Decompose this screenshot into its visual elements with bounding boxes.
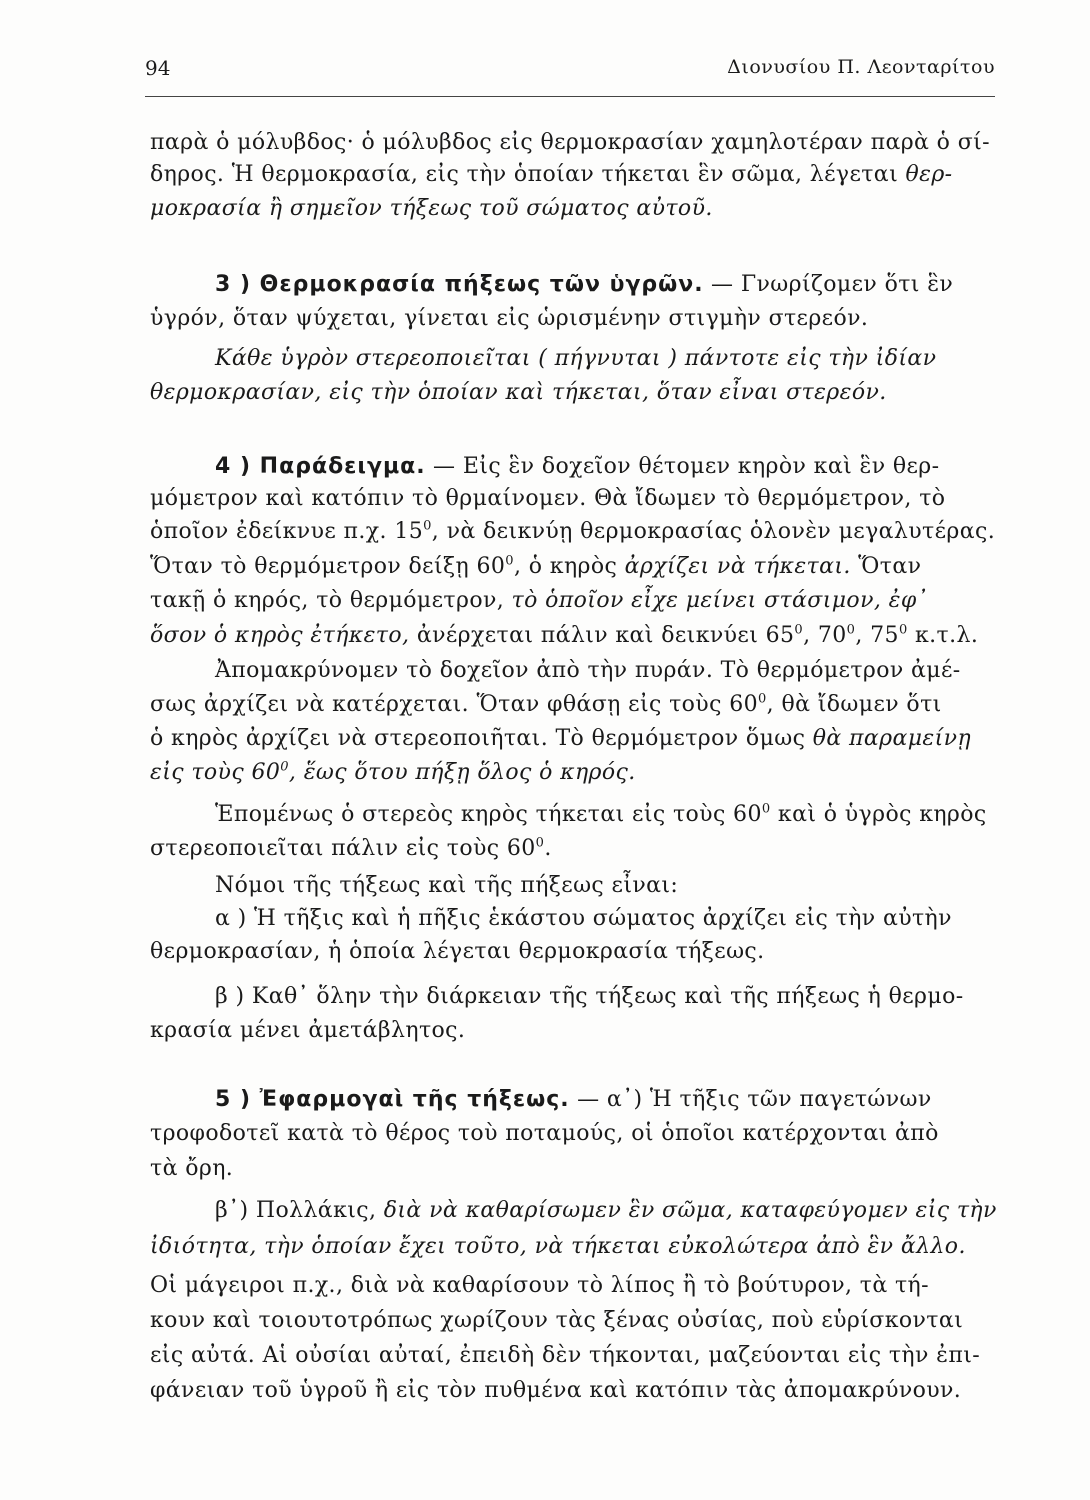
section-heading-line: 3 ) Θερμοκρασία πήξεως τῶν ὑγρῶν. — Γνωρίζομεν ὅτι ἓν	[215, 272, 954, 297]
text-line: Νόμοι τῆς τήξεως καὶ τῆς πήξεως εἶναι:	[215, 873, 679, 898]
text-line: ἰδιότητα, τὴν ὁποίαν ἔχει τοῦτο, νὰ τήκεται εὐκολώτερα ἀπὸ ἓν ἄλλο.	[150, 1234, 966, 1259]
text-line: Κάθε ὑγρὸν στερεοποιεῖται ( πήγνυται ) πάντοτε εἰς τὴν ἰδίαν	[215, 346, 937, 371]
text-line: εἰς τοὺς $60^0$, ἕως ὅτου πήξῃ ὅλος ὁ κηρός.	[150, 759, 636, 785]
text-line: εἰς αὐτά. Αἱ οὐσίαι αὐταί, ἐπειδὴ δὲν τήκονται, μαζεύονται εἰς τὴν ἐπι-	[150, 1343, 981, 1368]
text-line: τροφοδοτεῖ κατὰ τὸ θέρος τοὺ ποταμούς, οἱ ὁποῖοι κατέρχονται ἀπὸ	[150, 1121, 939, 1146]
section-heading: 3 ) Θερμοκρασία πήξεως τῶν ὑγρῶν.	[215, 272, 704, 297]
text-line: κουν καὶ τοιουτοτρόπως χωρίζουν τὰς ξένας οὐσίας, ποὺ εὑρίσκονται	[150, 1308, 964, 1333]
text-line: β᾽) Πολλάκις, διὰ νὰ καθαρίσωμεν ἓν σῶμα, καταφεύγομεν εἰς τὴν	[215, 1198, 997, 1223]
text-line: ὁποῖον ἐδείκνυε π.χ. $15^0$, νὰ δεικνύῃ θερμοκρασίας ὁλονὲν μεγαλυτέρας.	[150, 518, 996, 544]
page-header	[145, 56, 995, 92]
text-line: τακῇ ὁ κηρός, τὸ θερμόμετρον, τὸ ὁποῖον εἶχε μείνει στάσιμον, ἐφ᾽	[150, 588, 929, 613]
text-line: Οἱ μάγειροι π.χ., διὰ νὰ καθαρίσουν τὸ λίπος ἢ τὸ βούτυρον, τὰ τή-	[150, 1273, 929, 1298]
text-line: β ) Καθ᾽ ὅλην τὴν διάρκειαν τῆς τήξεως καὶ τῆς πήξεως ἡ θερμο-	[215, 984, 964, 1009]
text-line: ὁ κηρὸς ἀρχίζει νὰ στερεοποιῆται. Τὸ θερμόμετρον ὅμως θὰ παραμείνῃ	[150, 726, 972, 751]
text-line: α ) Ἡ τῆξις καὶ ἡ πῆξις ἑκάστου σώματος ἀρχίζει εἰς τὴν αὐτὴν	[215, 906, 952, 931]
text-line: σως ἀρχίζει νὰ κατέρχεται. Ὅταν φθάσῃ εἰς τοὺς $60^0$, θὰ ἴδωμεν ὅτι	[150, 691, 942, 717]
text-line: μόμετρον καὶ κατόπιν τὸ θρμαίνομεν. Θὰ ἴδωμεν τὸ θερμόμετρον, τὸ	[150, 486, 946, 511]
text-line: ὑγρόν, ὅταν ψύχεται, γίνεται εἰς ὡρισμένην στιγμὴν στερεόν.	[150, 306, 869, 331]
text-line: θερμοκρασίαν, εἰς τὴν ὁποίαν καὶ τήκεται, ὅταν εἶναι στερεόν.	[150, 380, 887, 405]
text-line: φάνειαν τοῦ ὑγροῦ ἢ εἰς τὸν πυθμένα καὶ κατόπιν τὰς ἀπομακρύνουν.	[150, 1378, 962, 1403]
section-heading-line: 4 ) Παράδειγμα. — Εἰς ἓν δοχεῖον θέτομεν κηρὸν καὶ ἓν θερ-	[215, 454, 940, 479]
header-rule	[145, 96, 995, 97]
page-number: 94	[145, 56, 171, 80]
section-heading: 4 ) Παράδειγμα.	[215, 454, 426, 479]
text-line: παρὰ ὁ μόλυβδος· ὁ μόλυβδος εἰς θερμοκρασίαν χαμηλοτέραν παρὰ ὁ σί-	[150, 130, 990, 155]
text-line: Ἀπομακρύνομεν τὸ δοχεῖον ἀπὸ τὴν πυράν. Τὸ θερμόμετρον ἀμέ-	[215, 658, 961, 683]
section-heading: 5 ) Ἐφαρμογαὶ τῆς τήξεως.	[215, 1087, 570, 1112]
text-line: δηρος. Ἡ θερμοκρασία, εἰς τὴν ὁποίαν τήκεται ἓν σῶμα, λέγεται θερ-	[150, 162, 953, 187]
text-line: Ὅταν τὸ θερμόμετρον δείξῃ $60^0$, ὁ κηρὸς ἀρχίζει νὰ τήκεται. Ὅταν	[150, 553, 922, 579]
text-line: ὅσον ὁ κηρὸς ἐτήκετο, ἀνέρχεται πάλιν καὶ δεικνύει $65^0$, $70^0$, $75^0$ κ.τ.λ.	[150, 622, 979, 648]
text-line: στερεοποιεῖται πάλιν εἰς τοὺς $60^0$.	[150, 835, 552, 861]
section-heading-line: 5 ) Ἐφαρμογαὶ τῆς τήξεως. — α᾽) Ἡ τῆξις τῶν παγετώνων	[215, 1087, 932, 1112]
text-line: κρασία μένει ἀμετάβλητος.	[150, 1018, 466, 1043]
running-head: Διονυσίου Π. Λεονταρίτου	[727, 56, 995, 78]
text-line: Ἑπομένως ὁ στερεὸς κηρὸς τήκεται εἰς τοὺς $60^0$ καὶ ὁ ὑγρὸς κηρὸς	[215, 801, 987, 827]
text-line: μοκρασία ἢ σημεῖον τήξεως τοῦ σώματος αὐτοῦ.	[150, 196, 713, 221]
text-line: τὰ ὄρη.	[150, 1156, 234, 1181]
text-line: θερμοκρασίαν, ἡ ὁποία λέγεται θερμοκρασία τήξεως.	[150, 939, 765, 964]
